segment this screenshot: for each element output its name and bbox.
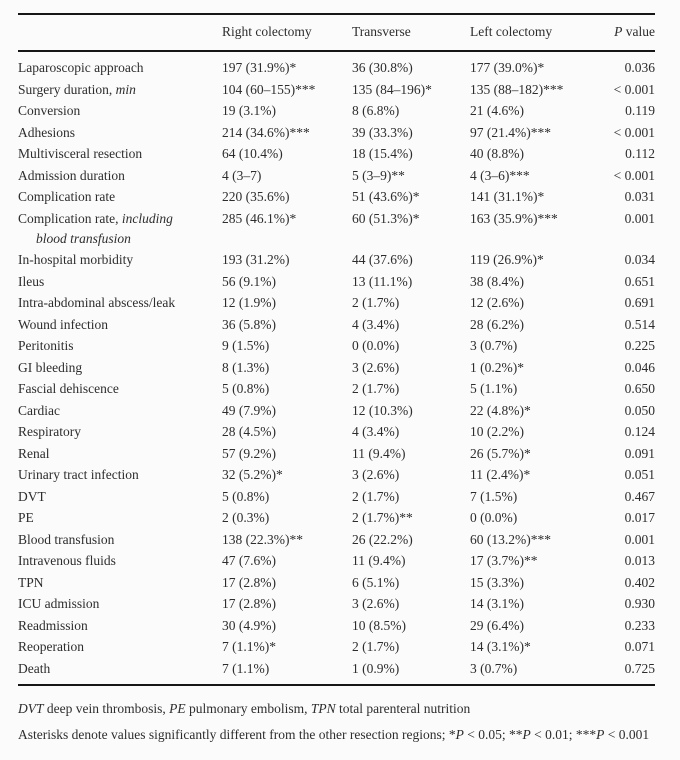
cell-pvalue: 0.119: [625, 103, 655, 118]
table-row: [18, 165, 655, 187]
cell-transverse: 6 (5.1%): [352, 574, 400, 590]
cell-transverse: 0 (0.0%): [352, 338, 400, 353]
table-body: [18, 51, 655, 685]
table-row: [18, 249, 655, 271]
cell-left-colectomy: 28 (6.2%): [470, 316, 524, 332]
table-row: [18, 271, 655, 293]
cell-right-colectomy: 285 (46.1%)*: [222, 210, 297, 226]
cell-left-colectomy: 15 (3.3%): [470, 574, 524, 590]
table-row: [18, 208, 655, 250]
cell-right-colectomy: 9 (1.5%): [222, 338, 270, 353]
cell-pvalue: < 0.001: [613, 124, 655, 140]
cell-left-colectomy: 163 (35.9%)***: [470, 210, 558, 226]
cell-left-colectomy: 17 (3.7%)**: [470, 553, 538, 568]
row-label: Laparoscopic approach: [18, 60, 144, 75]
row-label: Wound infection: [18, 316, 109, 332]
cell-left-colectomy: 141 (31.1%)*: [470, 189, 545, 204]
row-label: GI bleeding: [18, 359, 83, 375]
cell-left-colectomy: 21 (4.6%): [470, 103, 524, 118]
column-header-rowlabel: [18, 14, 222, 51]
cell-pvalue: 0.046: [624, 359, 655, 375]
table-row: [18, 79, 655, 101]
column-header-right-colectomy: Right colectomy: [222, 24, 312, 39]
cell-transverse: 3 (2.6%): [352, 359, 400, 375]
row-label: Complication rate: [18, 189, 116, 204]
row-label: Intra-abdominal abscess/leak: [18, 295, 176, 310]
cell-transverse: 2 (1.7%): [352, 295, 400, 310]
cell-left-colectomy: 0 (0.0%): [470, 510, 518, 525]
cell-left-colectomy: 12 (2.6%): [470, 295, 524, 310]
cell-transverse: 13 (11.1%): [352, 273, 413, 289]
cell-pvalue: 0.071: [624, 639, 655, 654]
table-row: [18, 100, 655, 122]
cell-transverse: 51 (43.6%)*: [352, 189, 420, 204]
row-label: Cardiac: [18, 402, 60, 418]
cell-pvalue: 0.225: [624, 338, 655, 353]
cell-transverse: 2 (1.7%): [352, 381, 400, 396]
outcomes-table: [18, 13, 655, 686]
cell-pvalue: 0.034: [624, 252, 655, 267]
cell-left-colectomy: 40 (8.8%): [470, 146, 524, 161]
cell-left-colectomy: 26 (5.7%)*: [470, 445, 531, 461]
table-row: [18, 292, 655, 314]
cell-right-colectomy: 193 (31.2%): [222, 252, 290, 267]
footnote-abbreviations: DVT deep vein thrombosis, PE pulmonary embolism, TPN total parenteral nutrition: [18, 701, 471, 716]
cell-right-colectomy: 30 (4.9%): [222, 617, 276, 633]
cell-left-colectomy: 60 (13.2%)***: [470, 531, 551, 547]
cell-transverse: 18 (15.4%): [352, 146, 413, 161]
row-label: Reoperation: [18, 639, 84, 654]
table-row: [18, 572, 655, 594]
table-row: [18, 550, 655, 572]
row-label: Conversion: [18, 103, 81, 118]
cell-right-colectomy: 36 (5.8%): [222, 316, 276, 332]
cell-pvalue: < 0.001: [613, 81, 655, 97]
cell-pvalue: 0.051: [624, 467, 655, 482]
table-row: [18, 335, 655, 357]
cell-left-colectomy: 177 (39.0%)*: [470, 60, 545, 75]
cell-left-colectomy: 10 (2.2%): [470, 424, 524, 439]
cell-right-colectomy: 47 (7.6%): [222, 553, 276, 568]
cell-pvalue: 0.036: [624, 60, 655, 75]
cell-transverse: 8 (6.8%): [352, 103, 400, 118]
cell-pvalue: 0.514: [624, 316, 655, 332]
row-label: Complication rate, including blood transfusion: [18, 208, 222, 250]
cell-transverse: 26 (22.2%): [352, 531, 413, 547]
row-label-line2: blood transfusion: [36, 231, 131, 246]
table-row: [18, 357, 655, 379]
table-row: [18, 464, 655, 486]
cell-transverse: 2 (1.7%): [352, 639, 400, 654]
cell-left-colectomy: 38 (8.4%): [470, 273, 524, 289]
cell-left-colectomy: 14 (3.1%): [470, 596, 524, 611]
row-label: Peritonitis: [18, 338, 74, 353]
cell-right-colectomy: 214 (34.6%)***: [222, 124, 310, 140]
cell-right-colectomy: 12 (1.9%): [222, 295, 276, 310]
table-row: [18, 143, 655, 165]
cell-left-colectomy: 3 (0.7%): [470, 660, 518, 676]
cell-right-colectomy: 8 (1.3%): [222, 359, 270, 375]
cell-right-colectomy: 19 (3.1%): [222, 103, 276, 118]
cell-right-colectomy: 220 (35.6%): [222, 189, 290, 204]
table-row: [18, 593, 655, 615]
table-row: [18, 421, 655, 443]
cell-transverse: 3 (2.6%): [352, 467, 400, 482]
cell-right-colectomy: 5 (0.8%): [222, 488, 270, 504]
row-label: Fascial dehiscence: [18, 381, 119, 396]
cell-right-colectomy: 5 (0.8%): [222, 381, 270, 396]
cell-right-colectomy: 57 (9.2%): [222, 445, 276, 461]
cell-transverse: 60 (51.3%)*: [352, 210, 420, 226]
cell-right-colectomy: 17 (2.8%): [222, 574, 276, 590]
cell-left-colectomy: 4 (3–6)***: [470, 167, 530, 183]
row-label: Adhesions: [18, 124, 75, 140]
pvalue-header-rest: value: [622, 24, 655, 39]
cell-pvalue: 0.050: [624, 402, 655, 418]
table-row: [18, 314, 655, 336]
column-header-transverse: Transverse: [352, 24, 411, 39]
row-label: Intravenous fluids: [18, 553, 116, 568]
row-label: Readmission: [18, 617, 88, 633]
cell-right-colectomy: 4 (3–7): [222, 167, 262, 183]
cell-transverse: 3 (2.6%): [352, 596, 400, 611]
cell-left-colectomy: 3 (0.7%): [470, 338, 518, 353]
cell-left-colectomy: 29 (6.4%): [470, 617, 524, 633]
cell-pvalue: 0.233: [624, 617, 655, 633]
header-row: [18, 14, 655, 51]
cell-left-colectomy: 119 (26.9%)*: [470, 252, 544, 267]
cell-transverse: 4 (3.4%): [352, 424, 400, 439]
cell-left-colectomy: 5 (1.1%): [470, 381, 518, 396]
cell-transverse: 39 (33.3%): [352, 124, 413, 140]
cell-left-colectomy: 14 (3.1%)*: [470, 639, 531, 654]
table-row: [18, 486, 655, 508]
cell-right-colectomy: 138 (22.3%)**: [222, 531, 303, 547]
row-label: Surgery duration, min: [18, 81, 136, 97]
cell-left-colectomy: 7 (1.5%): [470, 488, 518, 504]
table-row: [18, 186, 655, 208]
cell-right-colectomy: 2 (0.3%): [222, 510, 270, 525]
table-row: [18, 51, 655, 79]
cell-left-colectomy: 11 (2.4%)*: [470, 467, 531, 482]
cell-left-colectomy: 97 (21.4%)***: [470, 124, 551, 140]
cell-pvalue: 0.402: [624, 574, 655, 590]
row-label: Ileus: [18, 273, 45, 289]
cell-pvalue: 0.091: [624, 445, 655, 461]
column-header-pvalue: [598, 14, 655, 51]
cell-pvalue: 0.112: [625, 146, 655, 161]
row-label: Death: [18, 660, 51, 676]
cell-pvalue: 0.930: [624, 596, 655, 611]
cell-left-colectomy: 1 (0.2%)*: [470, 359, 524, 375]
cell-pvalue: 0.031: [624, 189, 655, 204]
table-row: [18, 658, 655, 686]
row-label: Blood transfusion: [18, 531, 115, 547]
row-label: Multivisceral resection: [18, 146, 143, 161]
cell-transverse: 2 (1.7%): [352, 488, 400, 504]
cell-transverse: 11 (9.4%): [352, 445, 406, 461]
row-label: Renal: [18, 445, 50, 461]
cell-pvalue: 0.650: [624, 381, 655, 396]
row-label: DVT: [18, 488, 46, 504]
table-row: [18, 507, 655, 529]
cell-pvalue: 0.124: [624, 424, 655, 439]
row-label: TPN: [18, 574, 44, 590]
cell-right-colectomy: 49 (7.9%): [222, 402, 276, 418]
cell-pvalue: 0.001: [624, 210, 655, 226]
cell-transverse: 4 (3.4%): [352, 316, 400, 332]
cell-right-colectomy: 7 (1.1%): [222, 660, 270, 676]
table-row: [18, 615, 655, 637]
footnote-asterisks: Asterisks denote values significantly different from the other resection regions; *P < 0.05; **P < 0.01; ***P < 0.001: [18, 727, 650, 742]
table-row: [18, 529, 655, 551]
cell-pvalue: 0.017: [624, 510, 655, 525]
cell-right-colectomy: 7 (1.1%)*: [222, 639, 276, 654]
cell-transverse: 10 (8.5%): [352, 617, 406, 633]
cell-right-colectomy: 104 (60–155)***: [222, 81, 316, 97]
cell-transverse: 1 (0.9%): [352, 660, 400, 676]
cell-transverse: 44 (37.6%): [352, 252, 413, 267]
cell-pvalue: 0.013: [624, 553, 655, 568]
cell-transverse: 135 (84–196)*: [352, 81, 432, 97]
cell-pvalue: 0.651: [624, 273, 655, 289]
row-label: Admission duration: [18, 167, 125, 183]
cell-transverse: 2 (1.7%)**: [352, 510, 413, 525]
cell-pvalue: < 0.001: [613, 167, 655, 183]
column-header-left-colectomy: Left colectomy: [470, 24, 553, 39]
cell-transverse: 5 (3–9)**: [352, 167, 405, 183]
table-row: [18, 443, 655, 465]
row-label: Respiratory: [18, 424, 81, 439]
cell-left-colectomy: 22 (4.8%)*: [470, 402, 531, 418]
cell-right-colectomy: 32 (5.2%)*: [222, 467, 283, 482]
cell-pvalue: 0.725: [624, 660, 655, 676]
row-label: PE: [18, 510, 34, 525]
table-row: [18, 378, 655, 400]
cell-transverse: 12 (10.3%): [352, 402, 413, 418]
cell-right-colectomy: 64 (10.4%): [222, 146, 283, 161]
cell-right-colectomy: 197 (31.9%)*: [222, 60, 297, 75]
table-row: [18, 636, 655, 658]
row-label: Urinary tract infection: [18, 467, 139, 482]
cell-right-colectomy: 56 (9.1%): [222, 273, 276, 289]
cell-left-colectomy: 135 (88–182)***: [470, 81, 564, 97]
cell-pvalue: 0.001: [624, 531, 655, 547]
table-row: [18, 122, 655, 144]
cell-pvalue: 0.467: [624, 488, 655, 504]
cell-transverse: 36 (30.8%): [352, 60, 413, 75]
table-row: [18, 400, 655, 422]
cell-right-colectomy: 17 (2.8%): [222, 596, 276, 611]
pvalue-header-italic: P: [614, 24, 623, 39]
cell-transverse: 11 (9.4%): [352, 553, 406, 568]
cell-right-colectomy: 28 (4.5%): [222, 424, 276, 439]
row-label: In-hospital morbidity: [18, 252, 134, 267]
row-label: ICU admission: [18, 596, 100, 611]
cell-pvalue: 0.691: [624, 295, 655, 310]
